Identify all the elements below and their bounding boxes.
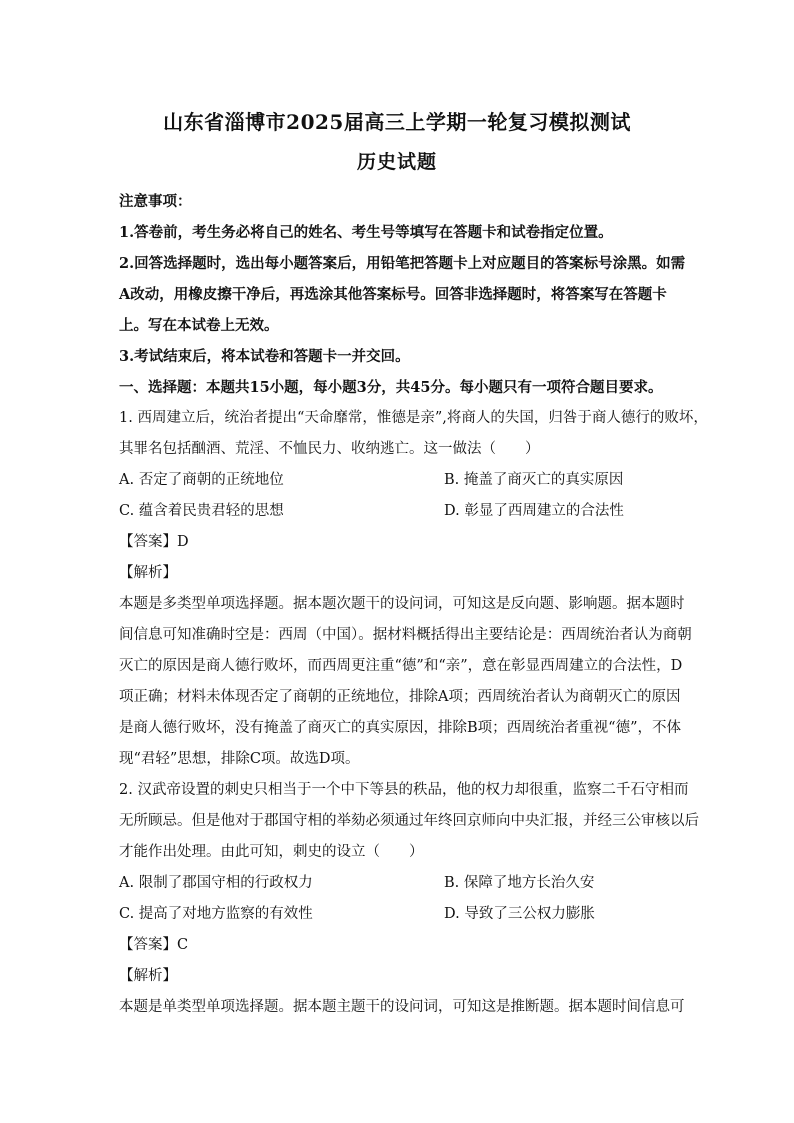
question-stem: 其罪名包括酗酒、荒淫、不恤民力、收纳逃亡。这一做法（ ） — [119, 441, 540, 457]
notice-line: 上。写在本试卷上无效。 — [119, 317, 279, 334]
option-c: C. 提高了对地方监察的有效性 — [119, 906, 313, 922]
notice-line: 3.考试结束后，将本试卷和答题卡一并交回。 — [119, 348, 410, 365]
notice-line: A改动，用橡皮擦干净后，再选涂其他答案标号。回答非选择题时，将答案写在答题卡 — [119, 286, 667, 303]
question-stem: 才能作出处理。由此可知，刺史的设立（ ） — [119, 844, 424, 860]
analysis-label: 【解析】 — [119, 565, 177, 581]
option-row — [119, 899, 679, 930]
option-d: D. 导致了三公权力膨胀 — [444, 906, 595, 922]
analysis-line: 项正确；材料未体现否定了商朝的正统地位，排除A项；西周统治者认为商朝灭亡的原因 — [119, 689, 681, 705]
notice-line: 1.答卷前，考生务必将自己的姓名、考生号等填写在答题卡和试卷指定位置。 — [119, 224, 613, 241]
option-b: B. 保障了地方长治久安 — [444, 875, 595, 891]
notice-section — [119, 186, 708, 1023]
analysis-line: 本题是多类型单项选择题。据本题次题干的设问词，可知这是反向题、影响题。据本题时 — [119, 596, 685, 612]
analysis-line: 是商人德行败坏，没有掩盖了商灭亡的真实原因，排除B项；西周统治者重视“德”，不体 — [119, 720, 681, 736]
question-stem: 无所顾忌。但是他对于郡国守相的举劾必须通过年终回京师向中央汇报，并经三公审核以后 — [119, 813, 699, 829]
option-a: A. 限制了郡国守相的行政权力 — [119, 875, 313, 891]
page-title: 山东省淄博市2025届高三上学期一轮复习模拟测试 — [163, 110, 631, 134]
notice-line: 2.回答选择题时，选出每小题答案后，用铅笔把答题卡上对应题目的答案标号涂黑。如需 — [119, 255, 686, 272]
option-row — [119, 465, 679, 496]
notice-heading: 注意事项： — [119, 193, 192, 210]
analysis-line: 灭亡的原因是商人德行败坏，而西周更注重“德”和“亲”，意在彰显西周建立的合法性，D — [119, 658, 683, 674]
option-c: C. 蕴含着民贵君轻的思想 — [119, 503, 284, 519]
analysis-line: 本题是单类型单项选择题。据本题主题干的设问词，可知这是推断题。据本题时间信息可 — [119, 999, 685, 1015]
section-heading: 一、选择题：本题共15小题，每小题3分，共45分。每小题只有一项符合题目要求。 — [119, 379, 663, 396]
option-d: D. 彰显了西周建立的合法性 — [444, 503, 624, 519]
option-b: B. 掩盖了商灭亡的真实原因 — [444, 472, 624, 488]
analysis-line: 间信息可知准确时空是：西周（中国）。据材料概括得出主要结论是：西周统治者认为商朝 — [119, 627, 692, 643]
analysis-label: 【解析】 — [119, 968, 177, 984]
answer-line: 【答案】D — [119, 534, 189, 550]
option-row — [119, 496, 679, 527]
option-row — [119, 868, 679, 899]
question-stem: 1. 西周建立后，统治者提出“天命靡常，惟德是亲”,将商人的失国，归咎于商人德行的败坏， — [119, 410, 708, 426]
question-stem: 2. 汉武帝设置的刺史只相当于一个中下等县的秩品，他的权力却很重，监察二千石守相而 — [119, 782, 689, 798]
option-a: A. 否定了商朝的正统地位 — [119, 472, 284, 488]
analysis-line: 现“君轻”思想，排除C项。故选D项。 — [119, 751, 360, 767]
page-subtitle: 历史试题 — [356, 151, 437, 173]
answer-line: 【答案】C — [119, 937, 189, 953]
